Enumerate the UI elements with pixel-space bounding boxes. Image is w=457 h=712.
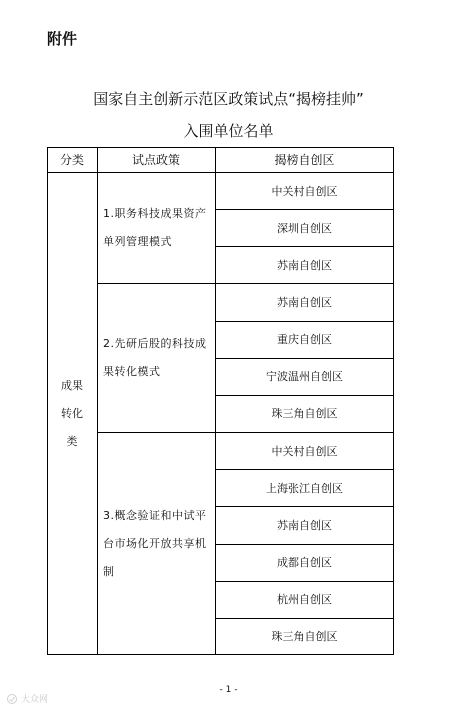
policy-cell: 1.职务科技成果资产单列管理模式 [103, 206, 207, 248]
watermark-logo-icon [6, 693, 18, 705]
row-divider [215, 581, 394, 582]
row-divider [215, 506, 394, 507]
annex-label: 附件 [47, 30, 78, 48]
zone-cell: 成都自创区 [277, 556, 332, 570]
row-divider [215, 618, 394, 619]
row-divider [215, 321, 394, 322]
row-divider [215, 209, 394, 210]
zone-cell: 上海张江自创区 [266, 481, 343, 495]
page-number: - 1 - [219, 685, 238, 695]
zone-cell: 苏南自创区 [277, 296, 332, 310]
shortlist-table [47, 147, 394, 655]
document-title-line-2: 入围单位名单 [183, 122, 274, 140]
zone-cell: 苏南自创区 [277, 258, 332, 272]
zone-cell: 中关村自创区 [271, 184, 338, 198]
zone-cell: 珠三角自创区 [271, 407, 338, 421]
zone-cell: 宁波温州自创区 [266, 370, 343, 384]
zone-cell: 珠三角自创区 [271, 630, 338, 644]
row-divider [215, 469, 394, 470]
header-category: 分类 [59, 153, 84, 167]
zone-cell: 杭州自创区 [277, 593, 332, 607]
watermark [6, 692, 48, 705]
table-border-left [47, 147, 48, 655]
zone-cell: 深圳自创区 [277, 221, 332, 235]
header-zone: 揭榜自创区 [274, 153, 335, 167]
category-cell: 成果转化类 [61, 378, 83, 448]
zone-cell: 重庆自创区 [277, 333, 332, 347]
policy-cell: 2.先研后股的科技成果转化模式 [103, 336, 207, 378]
row-divider [215, 246, 394, 247]
watermark-text: 大众网 [21, 695, 49, 705]
document-title-line-1: 国家自主创新示范区政策试点“揭榜挂帅” [93, 90, 364, 108]
header-policy: 试点政策 [131, 153, 180, 167]
zone-cell: 苏南自创区 [277, 518, 332, 532]
row-divider [215, 358, 394, 359]
row-divider [215, 544, 394, 545]
row-divider [215, 395, 394, 396]
table-border-top [47, 147, 394, 148]
policy-cell: 3.概念验证和中试平台市场化开放共享机制 [103, 508, 207, 578]
zone-cell: 中关村自创区 [271, 444, 338, 458]
